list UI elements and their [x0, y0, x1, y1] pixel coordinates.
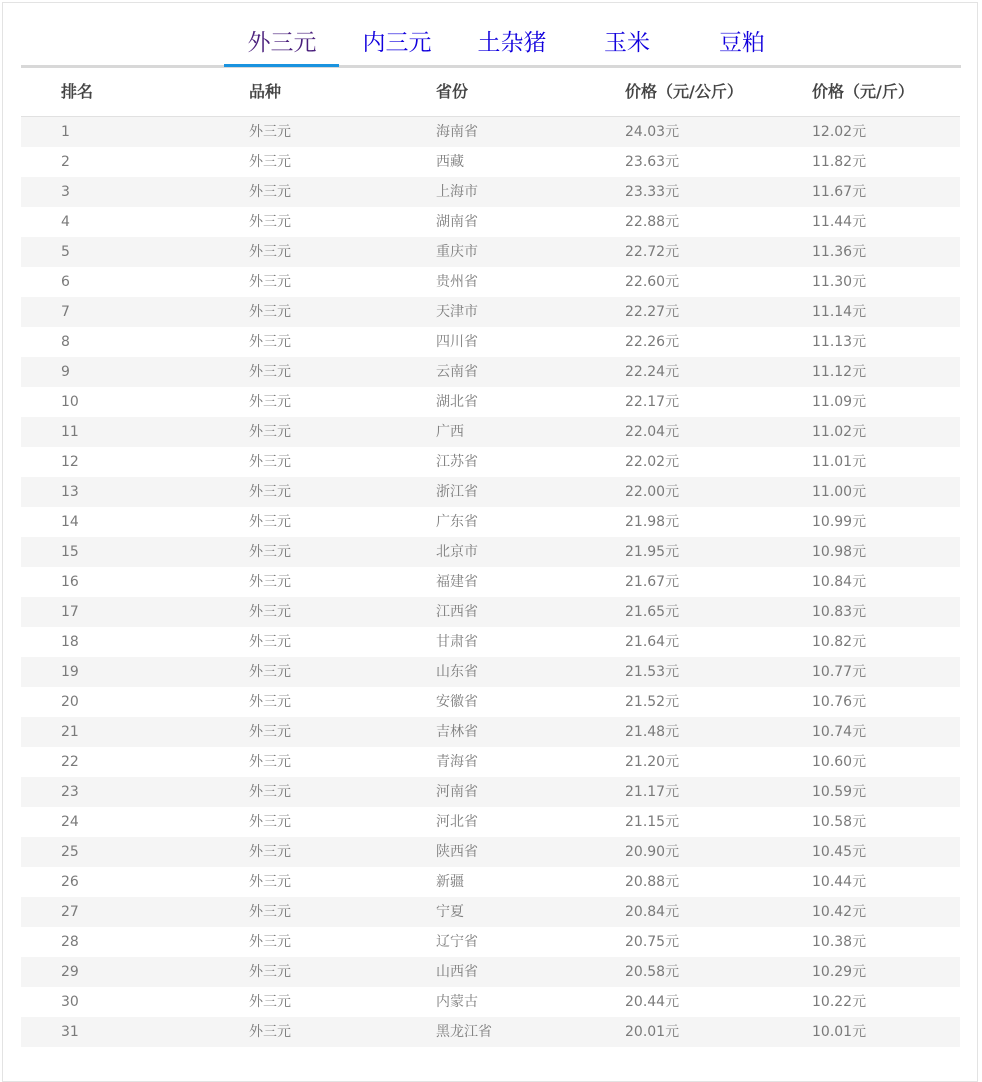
province-cell: 湖北省	[436, 394, 478, 410]
table-row	[21, 1017, 960, 1047]
table-row	[21, 627, 960, 657]
table-row	[21, 657, 960, 687]
table-row	[21, 747, 960, 777]
province-cell: 陕西省	[436, 844, 478, 860]
province-cell: 西藏	[436, 154, 464, 170]
price-kg-cell: 23.33元	[625, 184, 680, 200]
rank-cell: 7	[61, 304, 70, 320]
price-kg-cell: 20.01元	[625, 1024, 680, 1040]
price-jin-cell: 10.59元	[812, 784, 867, 800]
price-jin-cell: 10.83元	[812, 604, 867, 620]
price-kg-cell: 20.88元	[625, 874, 680, 890]
price-kg-cell: 22.26元	[625, 334, 680, 350]
variety-cell: 外三元	[249, 124, 291, 140]
rank-cell: 31	[61, 1024, 79, 1040]
price-jin-cell: 10.38元	[812, 934, 867, 950]
variety-cell: 外三元	[249, 844, 291, 860]
variety-cell: 外三元	[249, 544, 291, 560]
price-kg-cell: 22.24元	[625, 364, 680, 380]
rank-cell: 11	[61, 424, 79, 440]
rank-cell: 27	[61, 904, 79, 920]
price-ranking-table	[21, 69, 960, 1047]
category-tabs	[21, 0, 961, 68]
price-jin-cell: 10.77元	[812, 664, 867, 680]
province-cell: 黑龙江省	[436, 1024, 492, 1040]
header-price-per-jin: 价格（元/斤）	[812, 82, 914, 101]
rank-cell: 25	[61, 844, 79, 860]
rank-cell: 21	[61, 724, 79, 740]
rank-cell: 16	[61, 574, 79, 590]
province-cell: 广东省	[436, 514, 478, 530]
province-cell: 浙江省	[436, 484, 478, 500]
table-row	[21, 417, 960, 447]
rank-cell: 14	[61, 514, 79, 530]
variety-cell: 外三元	[249, 784, 291, 800]
province-cell: 云南省	[436, 364, 478, 380]
province-cell: 重庆市	[436, 244, 478, 260]
price-jin-cell: 10.84元	[812, 574, 867, 590]
province-cell: 吉林省	[436, 724, 478, 740]
variety-cell: 外三元	[249, 964, 291, 980]
variety-cell: 外三元	[249, 484, 291, 500]
rank-cell: 12	[61, 454, 79, 470]
province-cell: 海南省	[436, 124, 478, 140]
variety-cell: 外三元	[249, 274, 291, 290]
header-price-per-kg: 价格（元/公斤）	[625, 82, 743, 101]
rank-cell: 3	[61, 184, 70, 200]
province-cell: 湖南省	[436, 214, 478, 230]
table-row	[21, 387, 960, 417]
rank-cell: 24	[61, 814, 79, 830]
variety-cell: 外三元	[249, 1024, 291, 1040]
price-jin-cell: 11.12元	[812, 364, 867, 380]
price-kg-cell: 23.63元	[625, 154, 680, 170]
price-jin-cell: 11.82元	[812, 154, 867, 170]
table-row	[21, 177, 960, 207]
rank-cell: 23	[61, 784, 79, 800]
price-jin-cell: 10.60元	[812, 754, 867, 770]
variety-cell: 外三元	[249, 184, 291, 200]
header-province: 省份	[436, 82, 469, 101]
rank-cell: 29	[61, 964, 79, 980]
province-cell: 江苏省	[436, 454, 478, 470]
province-cell: 河南省	[436, 784, 478, 800]
table-row	[21, 507, 960, 537]
price-jin-cell: 11.01元	[812, 454, 867, 470]
price-jin-cell: 11.67元	[812, 184, 867, 200]
province-cell: 贵州省	[436, 274, 478, 290]
price-kg-cell: 20.90元	[625, 844, 680, 860]
table-row	[21, 867, 960, 897]
price-kg-cell: 22.00元	[625, 484, 680, 500]
price-jin-cell: 11.30元	[812, 274, 867, 290]
table-row	[21, 927, 960, 957]
rank-cell: 26	[61, 874, 79, 890]
rank-cell: 20	[61, 694, 79, 710]
price-kg-cell: 20.75元	[625, 934, 680, 950]
rank-cell: 8	[61, 334, 70, 350]
variety-cell: 外三元	[249, 514, 291, 530]
table-row	[21, 447, 960, 477]
province-cell: 内蒙古	[436, 994, 478, 1010]
variety-cell: 外三元	[249, 664, 291, 680]
province-cell: 宁夏	[436, 904, 464, 920]
price-kg-cell: 22.04元	[625, 424, 680, 440]
rank-cell: 17	[61, 604, 79, 620]
variety-cell: 外三元	[249, 244, 291, 260]
tab-wai-san-yuan[interactable]: 外三元	[247, 30, 317, 56]
price-jin-cell: 10.98元	[812, 544, 867, 560]
tabs-divider	[21, 65, 961, 68]
variety-cell: 外三元	[249, 724, 291, 740]
table-row	[21, 567, 960, 597]
variety-cell: 外三元	[249, 154, 291, 170]
variety-cell: 外三元	[249, 604, 291, 620]
province-cell: 安徽省	[436, 694, 478, 710]
table-row	[21, 327, 960, 357]
price-kg-cell: 21.53元	[625, 664, 680, 680]
rank-cell: 2	[61, 154, 70, 170]
variety-cell: 外三元	[249, 934, 291, 950]
variety-cell: 外三元	[249, 364, 291, 380]
variety-cell: 外三元	[249, 574, 291, 590]
province-cell: 天津市	[436, 304, 478, 320]
table-row	[21, 897, 960, 927]
variety-cell: 外三元	[249, 334, 291, 350]
variety-cell: 外三元	[249, 424, 291, 440]
price-jin-cell: 10.82元	[812, 634, 867, 650]
province-cell: 福建省	[436, 574, 478, 590]
price-jin-cell: 10.29元	[812, 964, 867, 980]
table-row	[21, 357, 960, 387]
province-cell: 河北省	[436, 814, 478, 830]
rank-cell: 10	[61, 394, 79, 410]
price-kg-cell: 21.95元	[625, 544, 680, 560]
table-row	[21, 597, 960, 627]
price-jin-cell: 11.13元	[812, 334, 867, 350]
variety-cell: 外三元	[249, 994, 291, 1010]
table-body	[21, 117, 960, 1047]
variety-cell: 外三元	[249, 904, 291, 920]
tab-tu-za-zhu[interactable]: 土杂猪	[477, 30, 547, 56]
price-kg-cell: 21.52元	[625, 694, 680, 710]
price-jin-cell: 10.44元	[812, 874, 867, 890]
table-row	[21, 267, 960, 297]
price-jin-cell: 11.00元	[812, 484, 867, 500]
price-kg-cell: 20.84元	[625, 904, 680, 920]
price-kg-cell: 22.02元	[625, 454, 680, 470]
price-jin-cell: 10.76元	[812, 694, 867, 710]
rank-cell: 28	[61, 934, 79, 950]
tab-nei-san-yuan[interactable]: 内三元	[362, 30, 432, 56]
table-row	[21, 777, 960, 807]
variety-cell: 外三元	[249, 304, 291, 320]
price-jin-cell: 10.99元	[812, 514, 867, 530]
variety-cell: 外三元	[249, 694, 291, 710]
price-jin-cell: 10.58元	[812, 814, 867, 830]
province-cell: 四川省	[436, 334, 478, 350]
tab-dou-po[interactable]: 豆粕	[719, 30, 765, 56]
table-row	[21, 957, 960, 987]
variety-cell: 外三元	[249, 214, 291, 230]
header-rank: 排名	[61, 82, 94, 101]
table-row	[21, 687, 960, 717]
province-cell: 山西省	[436, 964, 478, 980]
province-cell: 青海省	[436, 754, 478, 770]
variety-cell: 外三元	[249, 874, 291, 890]
rank-cell: 9	[61, 364, 70, 380]
price-kg-cell: 20.58元	[625, 964, 680, 980]
tab-yu-mi[interactable]: 玉米	[604, 30, 650, 56]
price-jin-cell: 10.74元	[812, 724, 867, 740]
price-jin-cell: 10.42元	[812, 904, 867, 920]
price-kg-cell: 22.17元	[625, 394, 680, 410]
active-tab-indicator	[224, 64, 339, 67]
price-kg-cell: 22.27元	[625, 304, 680, 320]
table-row	[21, 237, 960, 267]
rank-cell: 22	[61, 754, 79, 770]
rank-cell: 4	[61, 214, 70, 230]
price-kg-cell: 21.67元	[625, 574, 680, 590]
variety-cell: 外三元	[249, 634, 291, 650]
rank-cell: 5	[61, 244, 70, 260]
province-cell: 北京市	[436, 544, 478, 560]
price-kg-cell: 21.65元	[625, 604, 680, 620]
province-cell: 上海市	[436, 184, 478, 200]
province-cell: 山东省	[436, 664, 478, 680]
price-kg-cell: 20.44元	[625, 994, 680, 1010]
table-row	[21, 207, 960, 237]
price-jin-cell: 11.44元	[812, 214, 867, 230]
rank-cell: 6	[61, 274, 70, 290]
price-kg-cell: 22.72元	[625, 244, 680, 260]
rank-cell: 18	[61, 634, 79, 650]
rank-cell: 13	[61, 484, 79, 500]
variety-cell: 外三元	[249, 454, 291, 470]
price-kg-cell: 21.20元	[625, 754, 680, 770]
price-jin-cell: 12.02元	[812, 124, 867, 140]
rank-cell: 19	[61, 664, 79, 680]
table-row	[21, 477, 960, 507]
table-row	[21, 297, 960, 327]
province-cell: 广西	[436, 424, 464, 440]
table-row	[21, 717, 960, 747]
variety-cell: 外三元	[249, 394, 291, 410]
variety-cell: 外三元	[249, 754, 291, 770]
price-kg-cell: 21.64元	[625, 634, 680, 650]
price-kg-cell: 21.48元	[625, 724, 680, 740]
price-kg-cell: 22.60元	[625, 274, 680, 290]
rank-cell: 15	[61, 544, 79, 560]
price-kg-cell: 21.98元	[625, 514, 680, 530]
variety-cell: 外三元	[249, 814, 291, 830]
table-row	[21, 837, 960, 867]
province-cell: 辽宁省	[436, 934, 478, 950]
rank-cell: 1	[61, 124, 70, 140]
price-jin-cell: 11.09元	[812, 394, 867, 410]
price-kg-cell: 21.17元	[625, 784, 680, 800]
table-row	[21, 807, 960, 837]
price-jin-cell: 11.02元	[812, 424, 867, 440]
price-jin-cell: 11.14元	[812, 304, 867, 320]
price-jin-cell: 10.45元	[812, 844, 867, 860]
price-kg-cell: 24.03元	[625, 124, 680, 140]
price-jin-cell: 11.36元	[812, 244, 867, 260]
province-cell: 甘肃省	[436, 634, 478, 650]
price-jin-cell: 10.22元	[812, 994, 867, 1010]
table-header	[21, 69, 960, 117]
table-row	[21, 987, 960, 1017]
price-jin-cell: 10.01元	[812, 1024, 867, 1040]
table-row	[21, 117, 960, 147]
rank-cell: 30	[61, 994, 79, 1010]
table-row	[21, 537, 960, 567]
price-kg-cell: 22.88元	[625, 214, 680, 230]
price-kg-cell: 21.15元	[625, 814, 680, 830]
province-cell: 江西省	[436, 604, 478, 620]
header-variety: 品种	[249, 82, 282, 101]
table-row	[21, 147, 960, 177]
province-cell: 新疆	[436, 874, 464, 890]
